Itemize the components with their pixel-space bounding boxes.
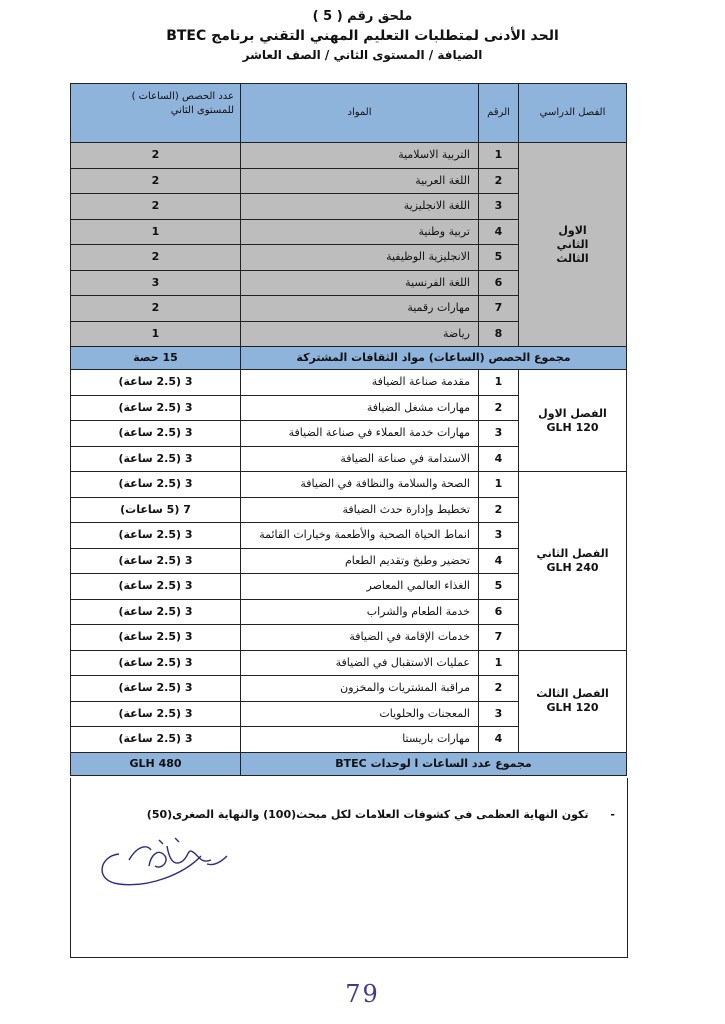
unit-hours: 3 (2.5 ساعة) [71,421,241,447]
semester-cell-common [519,143,627,347]
row-number: 2 [479,676,519,702]
subject-name: التربية الاسلامية [241,143,479,169]
row-number: 4 [479,548,519,574]
unit-name: مهارات مشغل الضيافة [241,395,479,421]
row-number: 2 [479,168,519,194]
header-semester: الفصل الدراسي [519,84,627,143]
semester-label: الثالث [556,251,589,265]
document-subtitle: الضيافة / المستوى الثاني / الصف العاشر [242,48,483,62]
subject-name: اللغة الفرنسية [241,270,479,296]
unit-hours: 3 (2.5 ساعة) [71,446,241,472]
unit-name: مراقبة المشتريات والمخزون [241,676,479,702]
unit-hours: 7 (5 ساعات) [71,497,241,523]
subject-name: اللغة الانجليزية [241,194,479,220]
row-number: 3 [479,194,519,220]
table-row [71,472,627,498]
header-hours-line2: للمستوى الثاني [170,105,234,116]
unit-name: تحضير وطبخ وتقديم الطعام [241,548,479,574]
semester2-cell [519,472,627,651]
subject-hours: 1 [71,219,241,245]
unit-name: عمليات الاستقبال في الضيافة [241,650,479,676]
row-number: 3 [479,523,519,549]
unit-name: خدمات الإقامة في الضيافة [241,625,479,651]
page-number: 79 [345,980,380,1008]
row-number: 5 [479,245,519,271]
semester-name: الفصل الثالث [536,687,609,700]
subject-hours: 2 [71,245,241,271]
unit-hours: 3 (2.5 ساعة) [71,650,241,676]
table-header-row [71,84,627,143]
row-number: 1 [479,370,519,396]
unit-name: المعجنات والحلويات [241,701,479,727]
unit-hours: 3 (2.5 ساعة) [71,395,241,421]
semester-glh: 120 GLH [546,701,599,714]
row-number: 5 [479,574,519,600]
btec-total-label: مجموع عدد الساعات ا لوحدات BTEC [241,752,627,775]
row-number: 4 [479,446,519,472]
row-number: 1 [479,143,519,169]
requirements-table [70,83,627,776]
subject-hours: 3 [71,270,241,296]
subject-name: اللغة العربية [241,168,479,194]
unit-hours: 3 (2.5 ساعة) [71,676,241,702]
grading-note [147,808,615,821]
document-header [0,8,725,64]
unit-name: انماط الحياة الصحية والأطعمة وخيارات القائمة [241,523,479,549]
unit-name: خدمة الطعام والشراب [241,599,479,625]
row-number: 1 [479,650,519,676]
row-number: 7 [479,625,519,651]
subject-hours: 2 [71,143,241,169]
subject-name: مهارات رقمية [241,296,479,322]
unit-hours: 3 (2.5 ساعة) [71,599,241,625]
table-row [71,650,627,676]
semester-label: الثاني [556,237,589,251]
unit-name: الاستدامة في صناعة الضيافة [241,446,479,472]
document-title: الحد الأدنى لمتطلبات التعليم المهني التقني برنامج BTEC [166,28,559,44]
row-number: 6 [479,599,519,625]
semester-label: الاول [558,223,587,237]
semester-name: الفصل الثاني [536,546,609,560]
unit-hours: 3 (2.5 ساعة) [71,472,241,498]
row-number: 2 [479,497,519,523]
btec-total-value: 480 GLH [71,752,241,775]
unit-hours: 3 (2.5 ساعة) [71,523,241,549]
row-number: 4 [479,219,519,245]
unit-name: مقدمة صناعة الضيافة [241,370,479,396]
subject-name: تربية وطنية [241,219,479,245]
semester3-cell [519,650,627,752]
row-number: 6 [479,270,519,296]
unit-hours: 3 (2.5 ساعة) [71,625,241,651]
row-number: 8 [479,321,519,347]
header-subjects: المواد [241,84,479,143]
common-total-label: مجموع الحصص (الساعات) مواد الثقافات المشتركة [241,347,627,370]
notes-section [70,778,628,958]
common-total-value: 15 حصة [71,347,241,370]
table-row [71,143,627,169]
row-number: 2 [479,395,519,421]
unit-hours: 3 (2.5 ساعة) [71,701,241,727]
table-row [71,370,627,396]
unit-hours: 3 (2.5 ساعة) [71,727,241,753]
unit-name: تخطيط وإدارة حدث الضيافة [241,497,479,523]
grading-note-text: تكون النهاية العظمى في كشوفات العلامات لكل مبحث(100) والنهاية الصغرى(50) [146,808,589,821]
subject-name: رياضة [241,321,479,347]
row-number: 4 [479,727,519,753]
unit-hours: 3 (2.5 ساعة) [71,574,241,600]
header-hours-line1: عدد الحصص (الساعات ) [131,91,234,102]
unit-hours: 3 (2.5 ساعة) [71,548,241,574]
semester1-cell [519,370,627,472]
unit-name: مهارات باريستا [241,727,479,753]
subject-hours: 1 [71,321,241,347]
row-number: 3 [479,421,519,447]
common-total-row [71,347,627,370]
unit-hours: 3 (2.5 ساعة) [71,370,241,396]
semester-name: الفصل الاول [538,406,607,420]
row-number: 7 [479,296,519,322]
subject-hours: 2 [71,296,241,322]
signature-image [89,826,239,896]
header-hours [71,84,241,143]
btec-total-row [71,752,627,775]
header-number: الرقم [479,84,519,143]
unit-name: مهارات خدمة العملاء في صناعة الضيافة [241,421,479,447]
note-dash: - [610,808,615,821]
semester-glh: 240 GLH [546,560,599,574]
subject-name: الانجليزية الوظيفية [241,245,479,271]
unit-name: الغذاء العالمي المعاصر [241,574,479,600]
subject-hours: 2 [71,168,241,194]
row-number: 3 [479,701,519,727]
annex-number: ملحق رقم ( 5 ) [312,9,413,24]
semester-glh: 120 GLH [546,420,599,434]
subject-hours: 2 [71,194,241,220]
row-number: 1 [479,472,519,498]
unit-name: الصحة والسلامة والنظافة في الضيافة [241,472,479,498]
